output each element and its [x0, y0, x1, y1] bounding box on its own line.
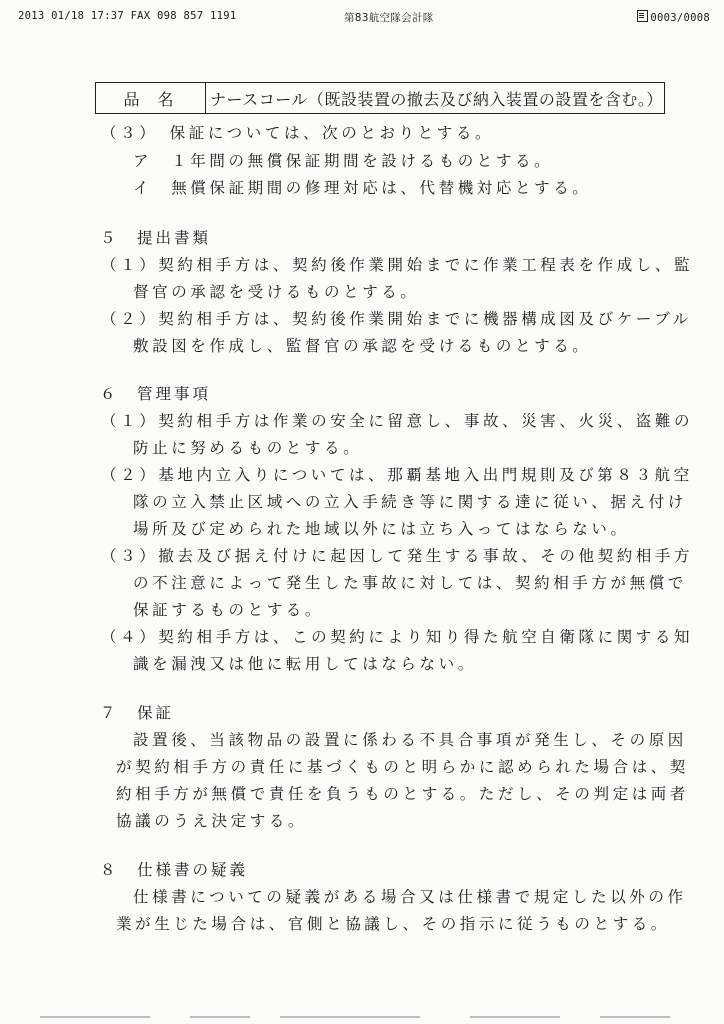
section-5-heading: ５ 提出書類: [100, 229, 212, 247]
sec6-item2-line1: （２）基地内立入りについては、那覇基地入出門規則及び第８３航空: [101, 466, 693, 484]
sec6-item1-line1: （１）契約相手方は作業の安全に留意し、事故、災害、火災、盗難の: [101, 412, 694, 430]
fax-header: [18, 10, 710, 26]
sec6-item1-line2: 防止に努めるものとする。: [133, 439, 363, 457]
section-8-heading: ８ 仕様書の疑義: [100, 861, 249, 879]
sec6-item3-line2: の不注意によって発生した事故に対しては、契約相手方が無償で: [133, 574, 687, 592]
fax-page-number: 0003/0008: [650, 12, 710, 24]
sec8-line2: 業が生じた場合は、官側と協議し、その指示に従うものとする。: [116, 915, 670, 933]
sec6-item2-line2: 隊の立入禁止区域への立入手続き等に関する達に従い、据え付け: [133, 493, 687, 511]
sec7-line2: が契約相手方の責任に基づくものと明らかに認められた場合は、契: [116, 758, 690, 776]
sec7-line1: 設置後、当該物品の設置に係わる不具合事項が発生し、その原因: [133, 731, 687, 749]
scan-artifact: [0, 1002, 724, 1024]
sec4-sub3-a: ア １年間の無償保証期間を設けるものとする。: [133, 152, 554, 170]
sec5-item2-line2: 敷設図を作成し、監督官の承認を受けるものとする。: [133, 337, 592, 355]
sec6-item2-line3: 場所及び定められた地域以外には立ち入ってはならない。: [133, 520, 630, 538]
sec6-item3-line1: （３）撤去及び据え付けに起因して発生する事故、その他契約相手方: [101, 547, 694, 565]
sec6-item4-line2: 識を漏洩又は他に転用してはならない。: [133, 655, 477, 673]
sec4-sub3-i: イ 無償保証期間の修理対応は、代替機対応とする。: [133, 179, 592, 197]
sec6-item3-line3: 保証するものとする。: [133, 601, 325, 619]
sec5-item2-line1: （２）契約相手方は、契約後作業開始までに機器構成図及びケーブル: [101, 310, 692, 328]
sec5-item1-line2: 督官の承認を受けるものとする。: [133, 283, 420, 301]
sec4-sub3: （３） 保証については、次のとおりとする。: [101, 124, 495, 142]
item-value: ナースコール（既設装置の撤去及び納入装置の設置を含む。）: [210, 89, 663, 109]
sec7-line3: 約相手方が無償で責任を負うものとする。ただし、その判定は両者: [116, 785, 690, 803]
section-7-heading: ７ 保証: [100, 704, 175, 722]
item-label: 品名: [96, 83, 206, 113]
section-6-heading: ６ 管理事項: [100, 385, 212, 403]
item-name-box: [95, 82, 665, 114]
sec6-item4-line1: （４）契約相手方は、この契約により知り得た航空自衛隊に関する知: [101, 628, 694, 646]
fax-datetime-number: 2013 01/18 17:37 FAX 098 857 1191: [18, 10, 237, 22]
sec8-line1: 仕様書についての疑義がある場合又は仕様書で規定した以外の作: [133, 888, 687, 906]
fax-page-counter: [637, 10, 710, 24]
fax-sender: 第83航空隊会計隊: [344, 12, 434, 24]
sec7-line4: 協議のうえ決定する。: [116, 812, 308, 830]
page-icon: [637, 10, 648, 22]
sec5-item1-line1: （１）契約相手方は、契約後作業開始までに作業工程表を作成し、監: [101, 256, 694, 274]
